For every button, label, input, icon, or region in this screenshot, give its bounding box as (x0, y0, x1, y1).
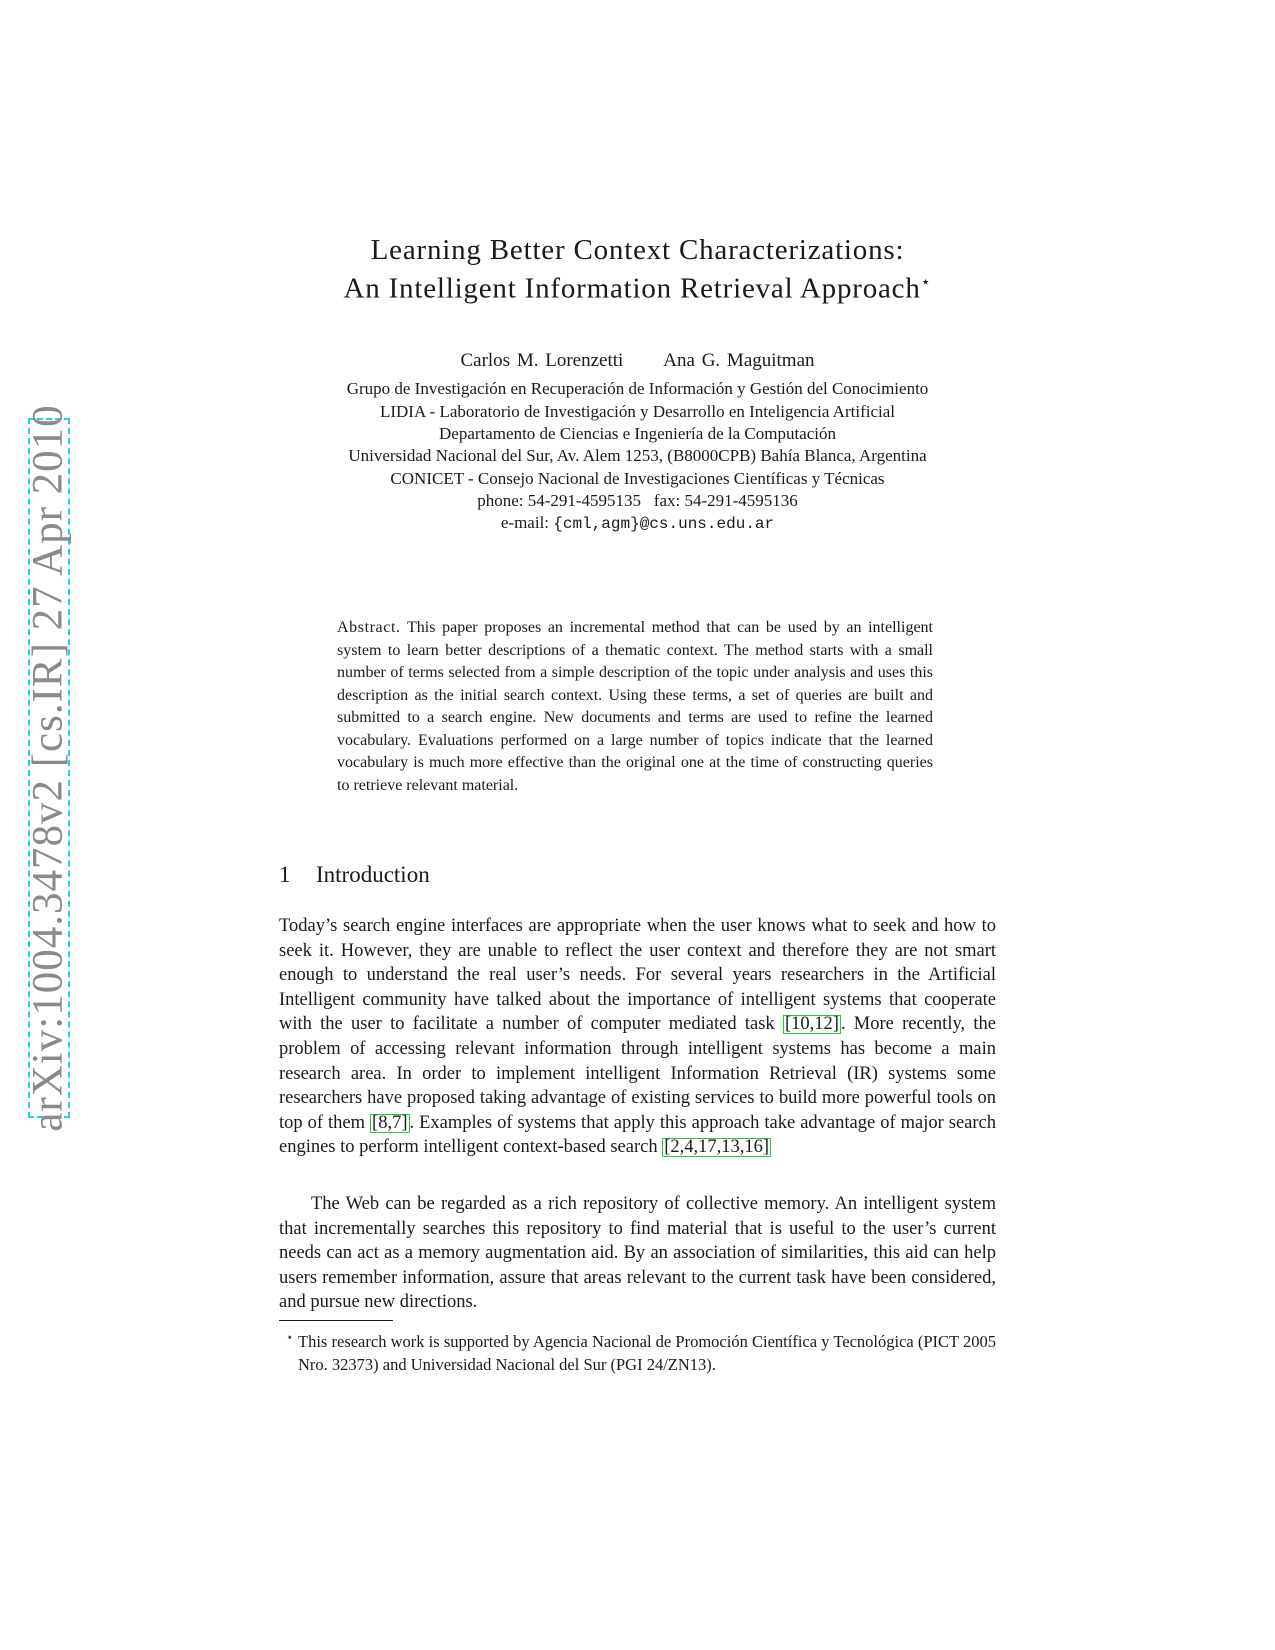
citation-link[interactable]: [10,12] (784, 1014, 839, 1035)
section-title: Introduction (316, 862, 430, 887)
citation-link[interactable]: [2,4,17,13,16] (664, 1137, 770, 1158)
footnote-text: This research work is supported by Agencia Nacional de Promoción Científica y Tecnológica (PICT 2005 Nro. 32373) and Universidad Nacional del Sur (PGI 24/ZN13). (298, 1332, 996, 1374)
affiliation-line: Universidad Nacional del Sur, Av. Alem 1253, (B8000CPB) Bahía Blanca, Argentina (348, 446, 927, 465)
affiliation-line: Departamento de Ciencias e Ingeniería de la Computación (439, 424, 836, 443)
author-name: Ana G. Maguitman (663, 350, 815, 371)
abstract-label: Abstract. (337, 619, 401, 636)
contact-email (0, 513, 1275, 533)
email-label: e-mail: (500, 513, 554, 532)
section-heading (279, 862, 430, 888)
footnote-mark: ⋆ (286, 1330, 294, 1344)
paragraph-text: . More recently, the problem of accessing relevant information through intelligent systems has become a main research area. In order to implement intelligent Information Retrieval (IR) systems some researchers have proposed taking advantage of existing services to build more powerful tools on top of them (279, 1014, 996, 1133)
paragraph-text: Today’s search engine interfaces are appropriate when the user knows what to seek and how to seek it. However, they are unable to reflect the user context and therefore they are not smart enough to understand the real user’s needs. For several years researchers in the Artificial Intelligent community have talked about the importance of intelligent systems that cooperate with the user to facilitate a number of computer mediated task (279, 916, 996, 1035)
author-name: Carlos M. Lorenzetti (460, 350, 624, 371)
section-number: 1 (279, 862, 291, 887)
arxiv-stamp[interactable]: arXiv:1004.3478v2 [cs.IR] 27 Apr 2010 (24, 404, 72, 1132)
paper-title-line-1: Learning Better Context Characterizations: (370, 234, 905, 266)
affiliation-line: CONICET - Consejo Nacional de Investigaciones Científicas y Técnicas (390, 469, 885, 488)
paper-title-line-2 (0, 272, 1275, 306)
title-footnote-mark[interactable]: ⋆ (920, 274, 932, 291)
paragraph-text: . Examples of systems that apply this approach take advantage of major search engines to perform intelligent context-based search (279, 1112, 996, 1158)
citation-link[interactable]: [8,7] (372, 1112, 408, 1133)
email-address[interactable]: {cml,agm}@cs.uns.edu.ar (553, 515, 775, 533)
affiliation-line: LIDIA - Laboratorio de Investigación y Desarrollo en Inteligencia Artificial (379, 402, 895, 421)
intro-paragraph-1 (279, 914, 996, 1160)
footnote (279, 1330, 996, 1376)
contact-phone-fax: phone: 54-291-4595135 fax: 54-291-4595136 (477, 491, 798, 510)
abstract (337, 617, 933, 797)
abstract-text: This paper proposes an incremental method that can be used by an intelligent system to learn better descriptions of a thematic context. The method starts with a small number of terms selected from a simple description of the topic under analysis and uses this description as the initial search context. Using these terms, a set of queries are built and submitted to a search engine. New documents and terms are used to refine the learned vocabulary. Evaluations performed on a large number of topics indicate that the learned vocabulary is much more effective than the original one at the time of constructing queries to retrieve relevant material. (337, 619, 933, 794)
intro-paragraph-2: The Web can be regarded as a rich repository of collective memory. An intelligent system that incrementally searches this repository to find material that is useful to the user’s current needs can act as a memory augmentation aid. By an association of similarities, this aid can help users remember information, assure that areas relevant to the current task have been considered, and pursue new directions. (279, 1194, 996, 1313)
affiliation-line: Grupo de Investigación en Recuperación de Información y Gestión del Conocimiento (346, 379, 929, 398)
footnote-rule (279, 1320, 393, 1321)
paper-title-text: An Intelligent Information Retrieval Approach (343, 272, 921, 305)
author-list (0, 350, 1275, 372)
